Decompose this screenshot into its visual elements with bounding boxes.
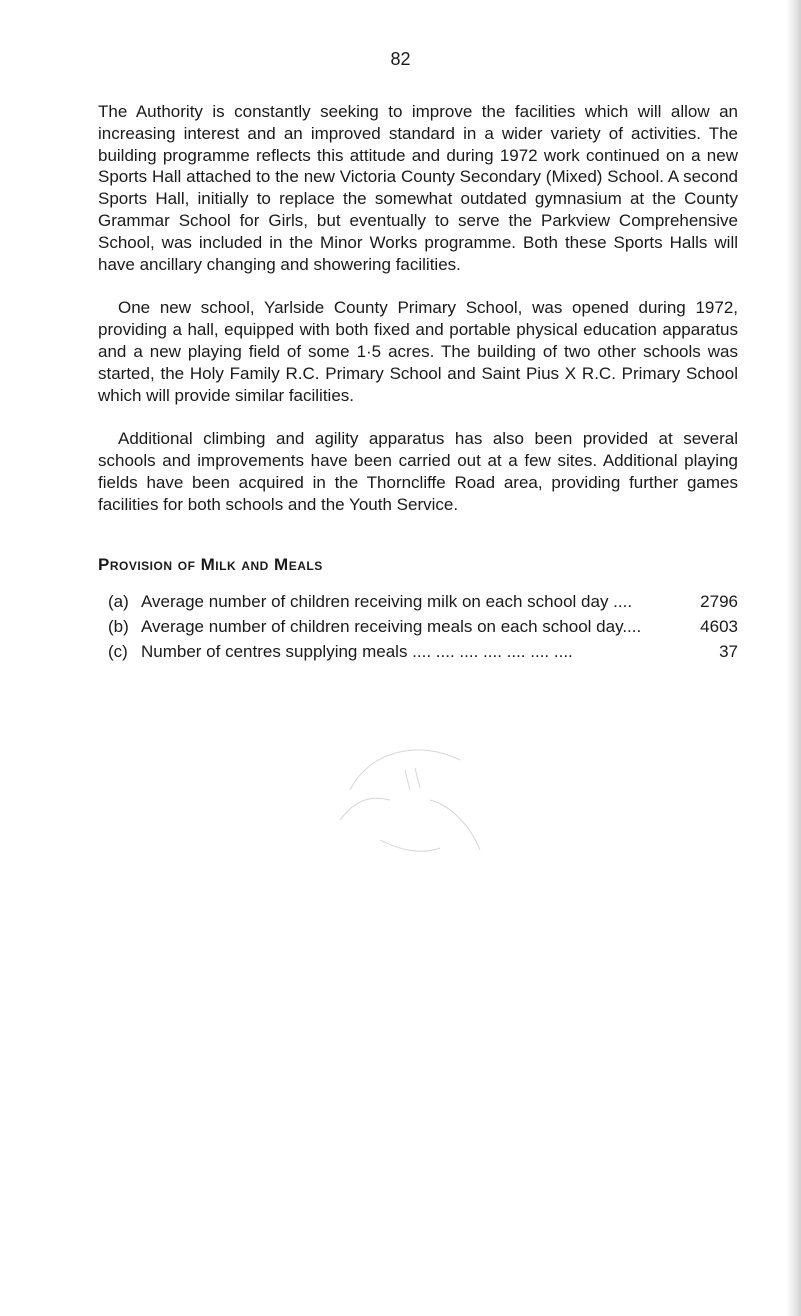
list-marker: (c) — [108, 641, 128, 661]
show-through-smudge — [310, 730, 510, 880]
list-item-text: Average number of children receiving meals on each school day.... — [141, 616, 642, 636]
list-item-value: 2796 — [700, 591, 738, 611]
list-item-text: Average number of children receiving milk on each school day .... — [141, 591, 633, 611]
milk-meals-list — [98, 589, 738, 664]
list-marker: (a) — [108, 591, 129, 611]
paragraph-facilities: The Authority is constantly seeking to improve the facilities which will allow an increasing interest and an improved standard in a wider variety of activities. The building programme reflects this attitude and during 1972 work continued on a new Sports Hall attached to the new Victoria County Secondary (Mixed) School. A second Sports Hall, initially to replace the somewhat outdated gymnasium at the County Grammar School for Girls, but eventually to serve the Parkview Comprehensive School, was included in the Minor Works programme. Both these Sports Halls will have ancillary changing and showering facilities. — [98, 102, 738, 274]
page-content — [98, 101, 738, 664]
list-item-value: 4603 — [700, 616, 738, 636]
paragraph-new-school: One new school, Yarlside County Primary School, was opened during 1972, providing a hall, equipped with both fixed and portable physical education apparatus and a new playing field of some 1·5 acres. The building of two other schools was started, the Holy Family R.C. Primary School and Saint Pius X R.C. Primary School which will provide similar facilities. — [98, 298, 738, 405]
list-item-centres — [108, 639, 738, 664]
page-edge-shadow — [787, 0, 801, 1316]
section-heading: Provision of Milk and Meals — [98, 554, 323, 574]
page-number: 82 — [390, 49, 411, 69]
list-marker: (b) — [108, 616, 129, 636]
paragraph-apparatus: Additional climbing and agility apparatus has also been provided at several schools and improvements have been carried out at a few sites. Additional playing fields have been acquired in the Thorncliffe Road area, providing further games facilities for both schools and the Youth Service. — [98, 429, 738, 514]
list-item-meals — [108, 614, 738, 639]
list-item-value: 37 — [719, 641, 738, 661]
list-item-text: Number of centres supplying meals .... .... .... .... .... .... .... — [141, 641, 573, 661]
list-item-milk — [108, 589, 738, 614]
